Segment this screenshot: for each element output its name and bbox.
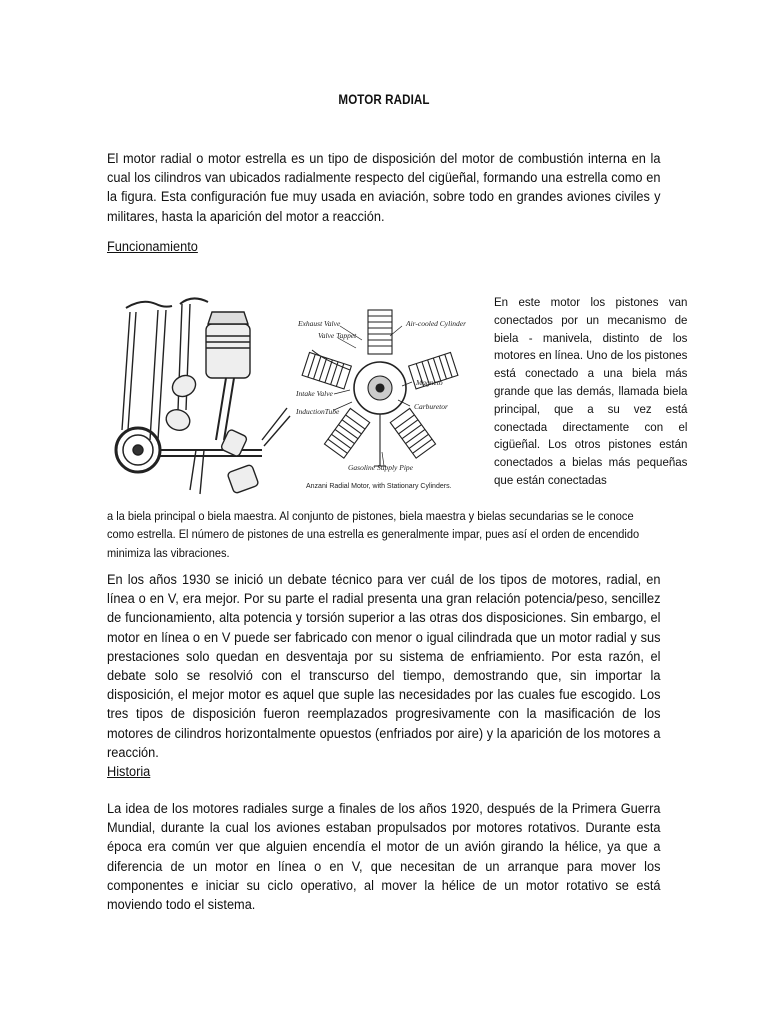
label-air-cooled-cylinder: Air-cooled Cylinder xyxy=(406,319,467,328)
historia-paragraph: La idea de los motores radiales surge a finales de los años 1920, después de la Primera Guerra Mundial, durante la cual los aviones estaban propulsados por motores rotativos. Durante esta época era común ver que alguien encendía el motor de un avión girando la hélice, ya que a diferencia de un motor en línea o en V, que necesitan de un arranque para mover los componentes e iniciar su ciclo operativo, al mover la hélice de un motor rotativo se está moviendo todo el sistema. xyxy=(107,801,661,914)
historia-heading: Historia xyxy=(107,764,151,780)
intro-paragraph: El motor radial o motor estrella es un tipo de disposición del motor de combustión interna en la cual los cilindros van ubicados radialmente respecto del cigüeñal, formando una estrella como en la figura. Esta configuración fue muy usada en aviación, sobre todo en grandes aviones civiles y militares, hasta la aparición del motor a reacción. xyxy=(107,151,661,225)
document-title: MOTOR RADIAL xyxy=(338,92,430,107)
label-intake-valve: Intake Valve xyxy=(296,389,333,398)
funcionamiento-continued-text: a la biela principal o biela maestra. Al conjunto de pistones, biela maestra y bielas secundarias se le conoce como estrella. El número de pistones de una estrella es generalmente impar, pues así el orden de encendido minimiza las vibraciones. xyxy=(107,509,640,560)
funcionamiento-side-text: En este motor los pistones van conectados por un mecanismo de biela - manivela, distinto de los motores en línea. Uno de los pistones está conectado a una biela más grande que las demás, llamada biela principal, que a su vez está conectada directamente con el cigüeñal. Los otros pistones están conectados a bielas más pequeñas que están conectadas xyxy=(494,295,688,487)
label-carburetor: Carburetor xyxy=(414,402,448,411)
funcionamiento-paragraph-2: En los años 1930 se inició un debate técnico para ver cuál de los tipos de motores, radial, en línea o en V, era mejor. Por su parte el radial presenta una gran relación potencia/peso, sencillez de funcionamiento, alta potencia y torsión superior a las otras dos disposiciones. Sin embargo, el motor en línea o en V puede ser fabricado con menor o igual cilindrada que un motor radial y sus prestaciones solo quedan en desventaja por su sistema de enfriamiento. Por esta razón, el debate solo se resolvió con el transcurso del tiempo, demostrando que, sin importar la disposición, el mejor motor es aquel que suple las necesidades por las cuales fue escogido. Los tres tipos de disposición fueron reemplazados progresivamente con la masificación de los motores de cilindros horizontalmente opuestos (enfriados por aire) y la aparición de los motores a reacción. xyxy=(107,572,661,761)
crank-mechanism-illustration xyxy=(116,298,290,494)
funcionamiento-heading: Funcionamiento xyxy=(107,239,198,255)
label-magneto: Magneto xyxy=(416,378,443,387)
label-induction-tube: InductionTube xyxy=(296,407,340,416)
label-gasoline-supply-pipe: Gasoline Supply Pipe xyxy=(348,463,413,472)
radial-engine-figure xyxy=(112,290,484,502)
label-valve-tappet: Valve Tappet xyxy=(318,331,357,340)
label-exhaust-valve: Exhaust Valve xyxy=(298,319,341,328)
figure-caption: Anzani Radial Motor, with Stationary Cylinders. xyxy=(306,483,452,490)
